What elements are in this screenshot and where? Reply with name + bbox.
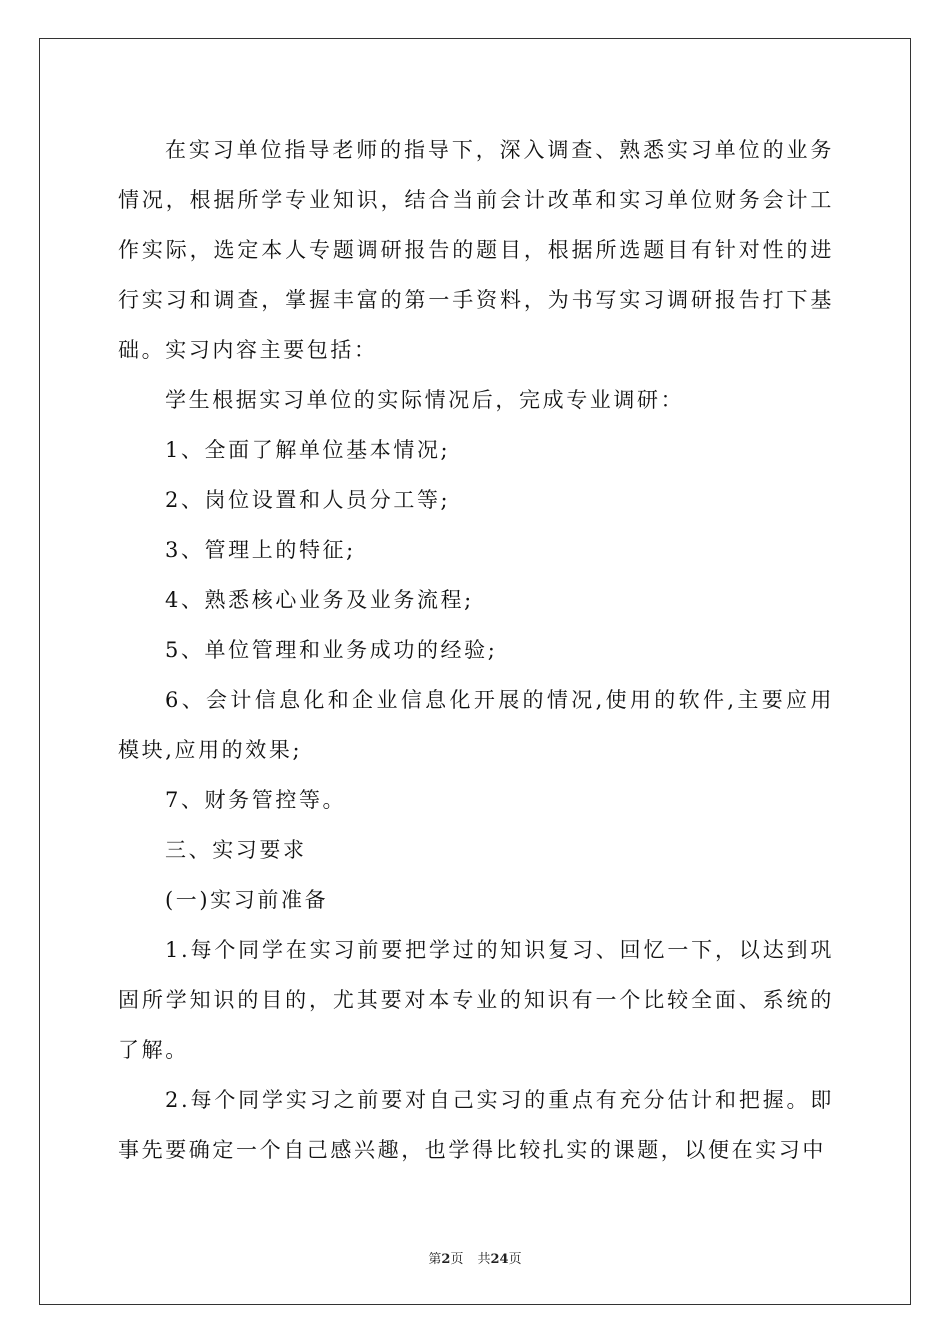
paragraph-research-lead: 学生根据实习单位的实际情况后，完成专业调研： [165,388,685,412]
section-heading: 三、实习要求 [165,838,307,862]
list-item: 5、单位管理和业务成功的经验; [165,638,498,662]
page-number: 2 [441,1252,451,1267]
page-prefix: 第 [428,1252,442,1267]
list-item: 4、熟悉核心业务及业务流程; [165,588,474,612]
paragraph-requirement-2: 2.每个同学实习之前要对自己实习的重点有充分估计和把握。即事先要确定一个自己感兴趣，也学得比较扎实的课题，以便在实习中 [118,1088,834,1162]
total-suffix: 页 [508,1252,522,1267]
page-footer [0,1248,950,1267]
list-item: 7、财务管控等。 [165,788,347,812]
paragraph-requirement-1: 1.每个同学在实习前要把学过的知识复习、回忆一下，以达到巩固所学知识的目的，尤其要对本专业的知识有一个比较全面、系统的了解。 [118,938,834,1062]
list-item: 1、全面了解单位基本情况; [165,438,451,462]
paragraph-intro: 在实习单位指导老师的指导下，深入调查、熟悉实习单位的业务情况，根据所学专业知识，结合当前会计改革和实习单位财务会计工作实际，选定本人专题调研报告的题目，根据所选题目有针对性的进行实习和调查，掌握丰富的第一手资料，为书写实习调研报告打下基础。实习内容主要包括： [118,138,834,362]
list-item: 6、会计信息化和企业信息化开展的情况,使用的软件,主要应用模块,应用的效果; [118,688,834,762]
list-item: 3、管理上的特征; [165,538,356,562]
page-total: 24 [490,1252,509,1267]
total-prefix: 共 [477,1252,491,1267]
subsection-heading: (一)实习前准备 [165,888,329,912]
list-item: 2、岗位设置和人员分工等; [165,488,451,512]
page-suffix: 页 [450,1252,464,1267]
document-body [118,125,834,1175]
